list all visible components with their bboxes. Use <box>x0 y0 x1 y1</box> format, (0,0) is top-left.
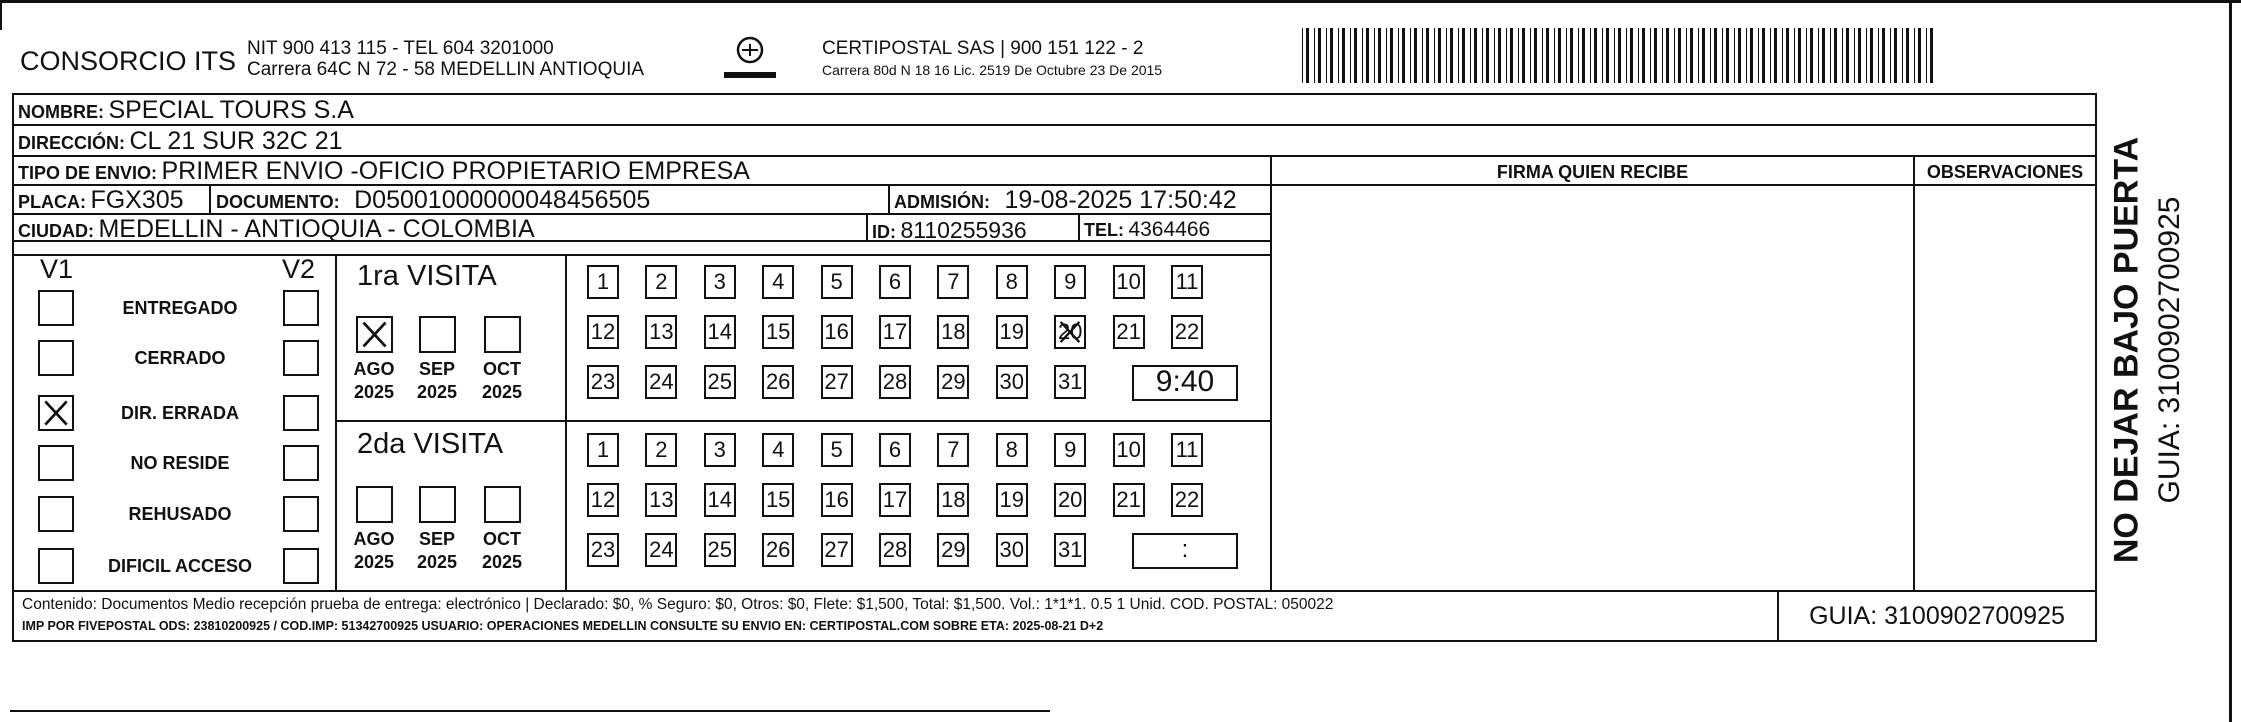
admision-label: ADMISIÓN: <box>894 192 990 212</box>
side-warning: NO DEJAR BAJO PUERTA <box>2107 136 2146 564</box>
visit1-day-box[interactable]: 2 <box>645 265 677 299</box>
tipo-label: TIPO DE ENVIO: <box>18 163 158 183</box>
visit2-day-box[interactable]: 1 <box>587 433 619 467</box>
visit1-day-box[interactable]: 28 <box>879 365 911 399</box>
visit1-day-box[interactable]: 23 <box>587 365 619 399</box>
visit1-month-label: AGO <box>353 359 395 379</box>
visit1-day-box[interactable]: 7 <box>937 265 969 299</box>
col-line <box>888 184 890 214</box>
visit1-day-box[interactable]: 17 <box>879 315 911 349</box>
visit1-day-box[interactable]: 31 <box>1054 365 1086 399</box>
ciudad-row <box>18 215 535 244</box>
main-box-top <box>12 93 2097 95</box>
documento-label: DOCUMENTO: <box>216 192 340 212</box>
visit2-day-box[interactable]: 20 <box>1054 483 1086 517</box>
tel-label: TEL: <box>1084 220 1124 240</box>
placa-row <box>18 186 184 215</box>
visit1-day-box[interactable]: 15 <box>762 315 794 349</box>
visit2-day-box[interactable]: 13 <box>645 483 677 517</box>
admision-value: 19-08-2025 17:50:42 <box>1004 186 1237 214</box>
visit1-title: 1ra VISITA <box>357 260 497 292</box>
status-label: CERRADO <box>134 348 226 368</box>
placa-value: FGX305 <box>90 186 184 214</box>
nombre-label: NOMBRE: <box>18 102 104 122</box>
visit2-month-checkbox[interactable] <box>356 486 393 523</box>
certipostal-license: Carrera 80d N 18 16 Lic. 2519 De Octubre 23 De 2015 <box>822 62 1163 78</box>
documento-row <box>216 186 650 215</box>
top-edge <box>0 0 2241 3</box>
tipo-value: PRIMER ENVIO -OFICIO PROPIETARIO EMPRESA <box>161 157 750 185</box>
left-edge <box>0 0 2 30</box>
visit2-day-box[interactable]: 5 <box>821 433 853 467</box>
nombre-value: SPECIAL TOURS S.A <box>108 96 354 124</box>
status-label: ENTREGADO <box>122 298 238 318</box>
observaciones-label: OBSERVACIONES <box>1926 162 2084 182</box>
status-label: REHUSADO <box>128 504 232 524</box>
status-v2-checkbox[interactable] <box>283 340 319 376</box>
v1-label: V1 <box>40 254 74 284</box>
col-line <box>866 213 868 241</box>
visit1-month-checkbox[interactable] <box>419 316 456 353</box>
visit1-day-box[interactable]: 21 <box>1113 315 1145 349</box>
status-v2-checkbox[interactable] <box>283 548 319 584</box>
col-line <box>1270 155 1272 591</box>
col-line <box>335 254 337 591</box>
company-name: CONSORCIO ITS <box>20 46 237 76</box>
visit2-day-box[interactable]: 2 <box>645 433 677 467</box>
visit2-day-box[interactable]: 25 <box>704 533 736 567</box>
visit-divider <box>335 420 1270 422</box>
visit1-day-box[interactable]: 13 <box>645 315 677 349</box>
main-box-bottom <box>12 640 2097 642</box>
visit2-time-box[interactable]: : <box>1132 533 1238 569</box>
visit2-day-box[interactable]: 3 <box>704 433 736 467</box>
visit2-day-box[interactable]: 16 <box>821 483 853 517</box>
visit1-day-box[interactable]: 26 <box>762 365 794 399</box>
id-value: 8110255936 <box>900 217 1027 243</box>
visit2-day-box[interactable]: 4 <box>762 433 794 467</box>
visit1-day-box[interactable]: 16 <box>821 315 853 349</box>
visit2-day-box[interactable]: 19 <box>996 483 1028 517</box>
nombre-row <box>18 96 354 125</box>
col-line <box>209 184 211 214</box>
direccion-label: DIRECCIÓN: <box>18 133 125 153</box>
company-address: Carrera 64C N 72 - 58 MEDELLIN ANTIOQUIA <box>247 59 645 80</box>
col-line <box>565 254 567 591</box>
visit1-month-label: SEP <box>418 359 456 379</box>
visit1-time-box[interactable]: 9:40 <box>1132 365 1238 401</box>
status-v2-checkbox[interactable] <box>283 496 319 532</box>
right-edge <box>2229 0 2232 722</box>
visit1-day-box[interactable]: 29 <box>937 365 969 399</box>
visit2-day-box[interactable]: 6 <box>879 433 911 467</box>
barcode-bars <box>1302 28 1934 83</box>
row-line <box>12 590 2097 592</box>
visit2-day-box[interactable]: 14 <box>704 483 736 517</box>
visit2-day-box[interactable]: 27 <box>821 533 853 567</box>
visit1-day-box[interactable]: 3 <box>704 265 736 299</box>
visit1-day-box[interactable]: 19 <box>996 315 1028 349</box>
visit2-day-box[interactable]: 8 <box>996 433 1028 467</box>
barcode <box>1302 28 1934 83</box>
id-row <box>872 217 1027 244</box>
direccion-value: CL 21 SUR 32C 21 <box>129 127 343 155</box>
visit2-day-box[interactable]: 26 <box>762 533 794 567</box>
visit2-day-box[interactable]: 28 <box>879 533 911 567</box>
visit1-month-checkbox[interactable] <box>484 316 521 353</box>
visit2-year-label: 2025 <box>353 552 395 572</box>
main-box-right <box>2095 93 2097 642</box>
footer-content: Contenido: Documentos Medio recepción prueba de entrega: electrónico | Declarado: $0, % Seguro: $0, Otros: $0, Flete: $1,500, Total: $1,500. Vol.: 1*1*1. 0.5 1 Unid. COD. POSTAL: 050022 <box>22 596 1334 613</box>
visit2-year-label: 2025 <box>481 552 523 572</box>
visit1-day-box[interactable]: 22 <box>1171 315 1203 349</box>
visit1-month-checkbox[interactable] <box>356 316 393 353</box>
visit1-day-box[interactable]: 18 <box>937 315 969 349</box>
visit2-day-box[interactable]: 18 <box>937 483 969 517</box>
visit1-day-box[interactable]: 14 <box>704 315 736 349</box>
visit1-day-box[interactable]: 6 <box>879 265 911 299</box>
visit1-day-box[interactable]: 24 <box>645 365 677 399</box>
day-check-mark <box>1056 317 1084 347</box>
certipostal-name: CERTIPOSTAL SAS | 900 151 122 - 2 <box>822 38 1144 59</box>
certipostal-logo <box>718 32 782 84</box>
main-box-left <box>12 93 14 642</box>
visit2-day-box[interactable]: 11 <box>1171 433 1203 467</box>
visit1-year-label: 2025 <box>481 382 523 402</box>
visit1-year-label: 2025 <box>416 382 458 402</box>
visit1-day-box[interactable]: 30 <box>996 365 1028 399</box>
visit1-day-box[interactable]: 8 <box>996 265 1028 299</box>
visit1-day-box[interactable]: 4 <box>762 265 794 299</box>
id-label: ID: <box>872 222 896 242</box>
visit1-day-box[interactable]: 11 <box>1171 265 1203 299</box>
visit1-year-label: 2025 <box>353 382 395 402</box>
placa-label: PLACA: <box>18 192 86 212</box>
row-line <box>12 254 1270 256</box>
visit2-day-box[interactable]: 30 <box>996 533 1028 567</box>
footer-guia: GUIA: 3100902700925 <box>1809 602 2065 630</box>
visit2-day-box[interactable]: 7 <box>937 433 969 467</box>
visit2-month-label: SEP <box>418 529 456 549</box>
visit2-day-box[interactable]: 24 <box>645 533 677 567</box>
visit2-day-box[interactable]: 21 <box>1113 483 1145 517</box>
visit2-day-box[interactable]: 15 <box>762 483 794 517</box>
status-v1-checkbox[interactable] <box>38 496 74 532</box>
documento-value: D05001000000048456505 <box>354 186 651 214</box>
visit2-day-box[interactable]: 10 <box>1113 433 1145 467</box>
visit1-day-box[interactable]: 10 <box>1113 265 1145 299</box>
company-nit: NIT 900 413 115 - TEL 604 3201000 <box>247 38 554 59</box>
visit1-month-label: OCT <box>483 359 521 379</box>
visit2-day-box[interactable]: 9 <box>1054 433 1086 467</box>
tel-row <box>1084 218 1210 242</box>
visit2-day-box[interactable]: 22 <box>1171 483 1203 517</box>
status-label: NO RESIDE <box>130 453 230 473</box>
side-guia: GUIA: 3100902700925 <box>2153 196 2186 504</box>
status-v1-checkbox[interactable] <box>38 445 74 481</box>
direccion-row <box>18 127 343 156</box>
firma-label: FIRMA QUIEN RECIBE <box>1496 162 1689 182</box>
visit1-day-box[interactable]: 20 <box>1054 315 1086 349</box>
visit2-month-label: OCT <box>483 529 521 549</box>
visit2-title: 2da VISITA <box>357 428 504 460</box>
visit2-month-checkbox[interactable] <box>484 486 521 523</box>
status-v1-checkbox[interactable] <box>38 548 74 584</box>
visit1-day-box[interactable]: 5 <box>821 265 853 299</box>
tel-value: 4364466 <box>1128 218 1211 241</box>
tipo-row <box>18 157 750 186</box>
visit1-day-box[interactable]: 12 <box>587 315 619 349</box>
visit2-day-box[interactable]: 29 <box>937 533 969 567</box>
visit1-day-box[interactable]: 9 <box>1054 265 1086 299</box>
admision-row <box>894 186 1237 215</box>
visit2-day-box[interactable]: 23 <box>587 533 619 567</box>
status-v1-checkbox[interactable] <box>38 395 74 431</box>
ciudad-value: MEDELLIN - ANTIOQUIA - COLOMBIA <box>98 215 535 243</box>
status-label: DIR. ERRADA <box>120 403 239 423</box>
visit2-day-box[interactable]: 31 <box>1054 533 1086 567</box>
visit2-year-label: 2025 <box>416 552 458 572</box>
ciudad-label: CIUDAD: <box>18 221 94 241</box>
status-v2-checkbox[interactable] <box>283 290 319 326</box>
visit1-day-box[interactable]: 25 <box>704 365 736 399</box>
col-line <box>1078 213 1080 241</box>
visit2-month-label: AGO <box>353 529 395 549</box>
visit2-day-box[interactable]: 17 <box>879 483 911 517</box>
status-v1-checkbox[interactable] <box>38 340 74 376</box>
status-v1-checkbox[interactable] <box>38 290 74 326</box>
v2-label: V2 <box>282 254 316 284</box>
status-v2-checkbox[interactable] <box>283 395 319 431</box>
visit2-month-checkbox[interactable] <box>419 486 456 523</box>
footer-imp: IMP POR FIVEPOSTAL ODS: 23810200925 / COD.IMP: 51342700925 USUARIO: OPERACIONES MEDELLIN CONSULTE SU ENVIO EN: CERTIPOSTAL.COM SOBRE ETA: 2025-08-21 D+2 <box>22 619 1104 633</box>
col-line <box>1913 155 1915 591</box>
visit1-day-box[interactable]: 27 <box>821 365 853 399</box>
status-v2-checkbox[interactable] <box>283 445 319 481</box>
visit2-day-box[interactable]: 12 <box>587 483 619 517</box>
visit1-day-box[interactable]: 1 <box>587 265 619 299</box>
status-label: DIFICIL ACCESO <box>107 556 252 576</box>
bottom-rule <box>10 710 1050 712</box>
